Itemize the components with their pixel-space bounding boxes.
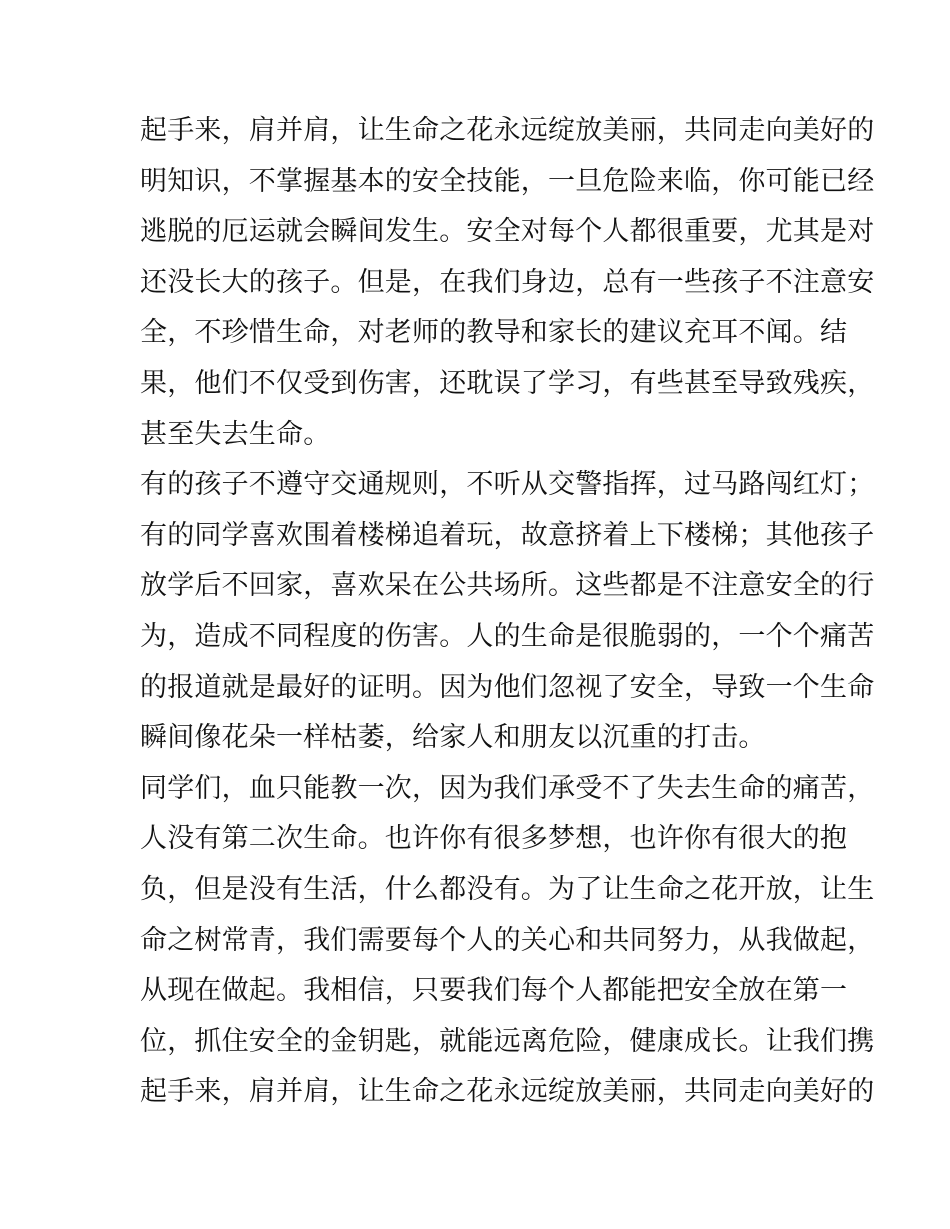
text-line: 命之树常青，我们需要每个人的关心和共同努力，从我做起， xyxy=(140,924,875,956)
text-line: 明知识，不掌握基本的安全技能，一旦危险来临，你可能已经 xyxy=(140,165,875,197)
text-line: 位，抓住安全的金钥匙，就能远离危险，健康成长。让我们携 xyxy=(140,1025,875,1057)
text-line: 有的同学喜欢围着楼梯追着玩，故意挤着上下楼梯；其他孩子 xyxy=(140,519,875,551)
text-line: 果，他们不仅受到伤害，还耽误了学习，有些甚至导致残疾， xyxy=(140,367,875,399)
text-line: 从现在做起。我相信，只要我们每个人都能把安全放在第一 xyxy=(140,975,848,1007)
text-line: 负，但是没有生活，什么都没有。为了让生命之花开放，让生 xyxy=(140,873,875,905)
text-line: 甚至失去生命。 xyxy=(140,418,331,450)
text-line: 有的孩子不遵守交通规则，不听从交警指挥，过马路闯红灯； xyxy=(140,469,875,501)
text-line: 同学们，血只能教一次，因为我们承受不了失去生命的痛苦， xyxy=(140,772,875,804)
text-line: 逃脱的厄运就会瞬间发生。安全对每个人都很重要，尤其是对 xyxy=(140,216,875,248)
text-line: 人没有第二次生命。也许你有很多梦想，也许你有很大的抱 xyxy=(140,823,848,855)
text-line: 为，造成不同程度的伤害。人的生命是很脆弱的，一个个痛苦 xyxy=(140,620,875,652)
text-line: 还没长大的孩子。但是，在我们身边，总有一些孩子不注意安 xyxy=(140,266,875,298)
document-body xyxy=(140,106,875,1118)
text-line: 起手来，肩并肩，让生命之花永远绽放美丽，共同走向美好的 xyxy=(140,115,875,146)
text-line: 全，不珍惜生命，对老师的教导和家长的建议充耳不闻。结 xyxy=(140,317,848,349)
text-line: 放学后不回家，喜欢呆在公共场所。这些都是不注意安全的行 xyxy=(140,570,875,602)
text-line: 瞬间像花朵一样枯萎，给家人和朋友以沉重的打击。 xyxy=(140,722,766,754)
text-line: 的报道就是最好的证明。因为他们忽视了安全，导致一个生命 xyxy=(140,671,875,703)
text-line: 起手来，肩并肩，让生命之花永远绽放美丽，共同走向美好的 xyxy=(140,1076,875,1108)
